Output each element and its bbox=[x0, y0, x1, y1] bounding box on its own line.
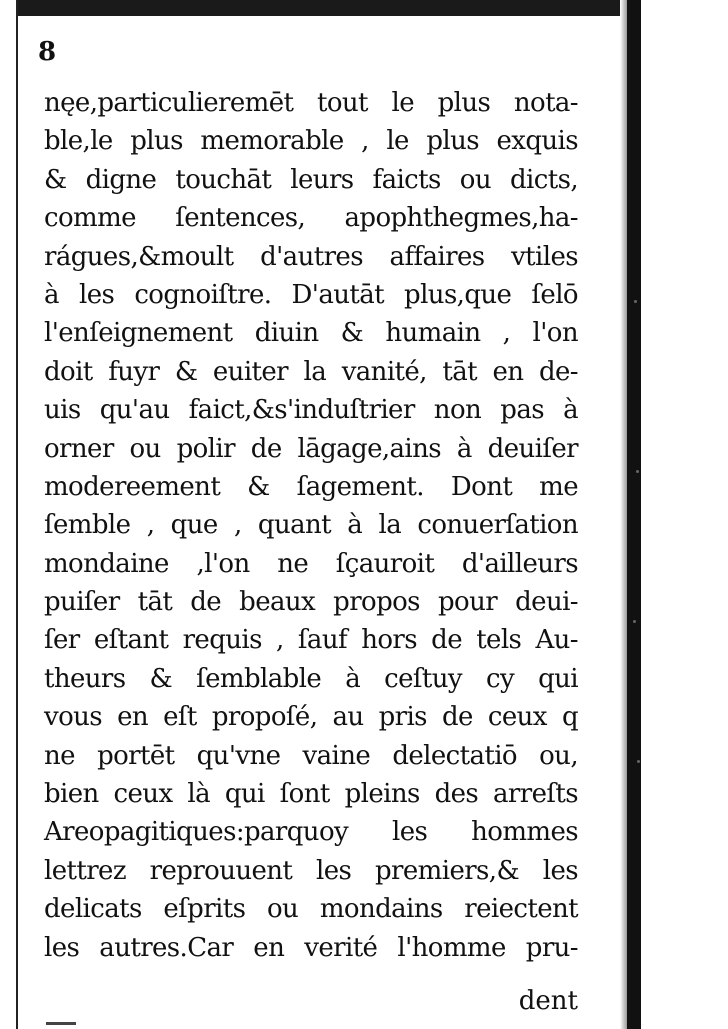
text-line: lettrez reprouuent les premiers,& les bbox=[44, 855, 578, 886]
text-line: l'enſeignement diuin & humain , l'on bbox=[44, 318, 578, 349]
text-line: ſer eſtant requis , ſauf hors de tels Au- bbox=[44, 625, 578, 656]
text-line: mondaine ,l'on ne ſçauroit d'ailleurs bbox=[44, 548, 578, 579]
top-scan-edge bbox=[0, 0, 640, 16]
text-line: les autres.Car en verité l'homme pru- bbox=[44, 932, 578, 963]
text-line: rágues,&moult d'autres affaires vtiles bbox=[44, 241, 578, 272]
scan-speck bbox=[633, 620, 636, 623]
bottom-ink-fragment bbox=[46, 1022, 76, 1025]
text-line: vous en eſt propoſé, au pris de ceux q bbox=[44, 702, 578, 733]
left-scan-edge bbox=[0, 0, 18, 1029]
text-line: doit fuyr & euiter la vanité, tāt en de- bbox=[44, 356, 578, 387]
text-line: theurs & ſemblable à ceſtuy cy qui bbox=[44, 663, 578, 694]
text-line: bien ceux là qui ſont pleins des arreſts bbox=[44, 779, 578, 810]
body-text bbox=[44, 84, 578, 967]
text-line: ſemble , que , quant à la conuerſation bbox=[44, 510, 578, 541]
text-line: nęe,particulieremēt tout le plus nota- bbox=[44, 88, 578, 118]
right-scan-edge bbox=[627, 0, 641, 1029]
page-mark: 8 bbox=[38, 37, 57, 67]
text-line: orner ou polir de lāgage,ains à deuiſer bbox=[44, 433, 578, 464]
scan-speck bbox=[636, 470, 639, 473]
text-line: à les cognoiſtre. D'autāt plus,que ſelō bbox=[44, 279, 578, 310]
text-line: Areopagitiques:parquoy les hommes bbox=[44, 817, 578, 848]
text-line: comme ſentences, apophthegmes,ha- bbox=[44, 203, 578, 234]
text-line: puiſer tāt de beaux propos pour deui- bbox=[44, 587, 578, 618]
text-line: uis qu'au faict,&s'induſtrier non pas à bbox=[44, 395, 578, 426]
gutter-shadow bbox=[620, 0, 627, 1029]
catchword: dent bbox=[518, 986, 578, 1016]
text-line: ne portēt qu'vne vaine delectatiō ou, bbox=[44, 740, 578, 771]
scan-speck bbox=[637, 760, 640, 763]
text-line: modereement & ſagement. Dont me bbox=[44, 471, 578, 502]
text-line: & digne touchāt leurs faicts ou dicts, bbox=[44, 164, 578, 195]
text-line: delicats eſprits ou mondains reiectent bbox=[44, 894, 578, 925]
scan-speck bbox=[634, 300, 637, 303]
text-line: ble,le plus memorable , le plus exquis bbox=[44, 126, 578, 157]
